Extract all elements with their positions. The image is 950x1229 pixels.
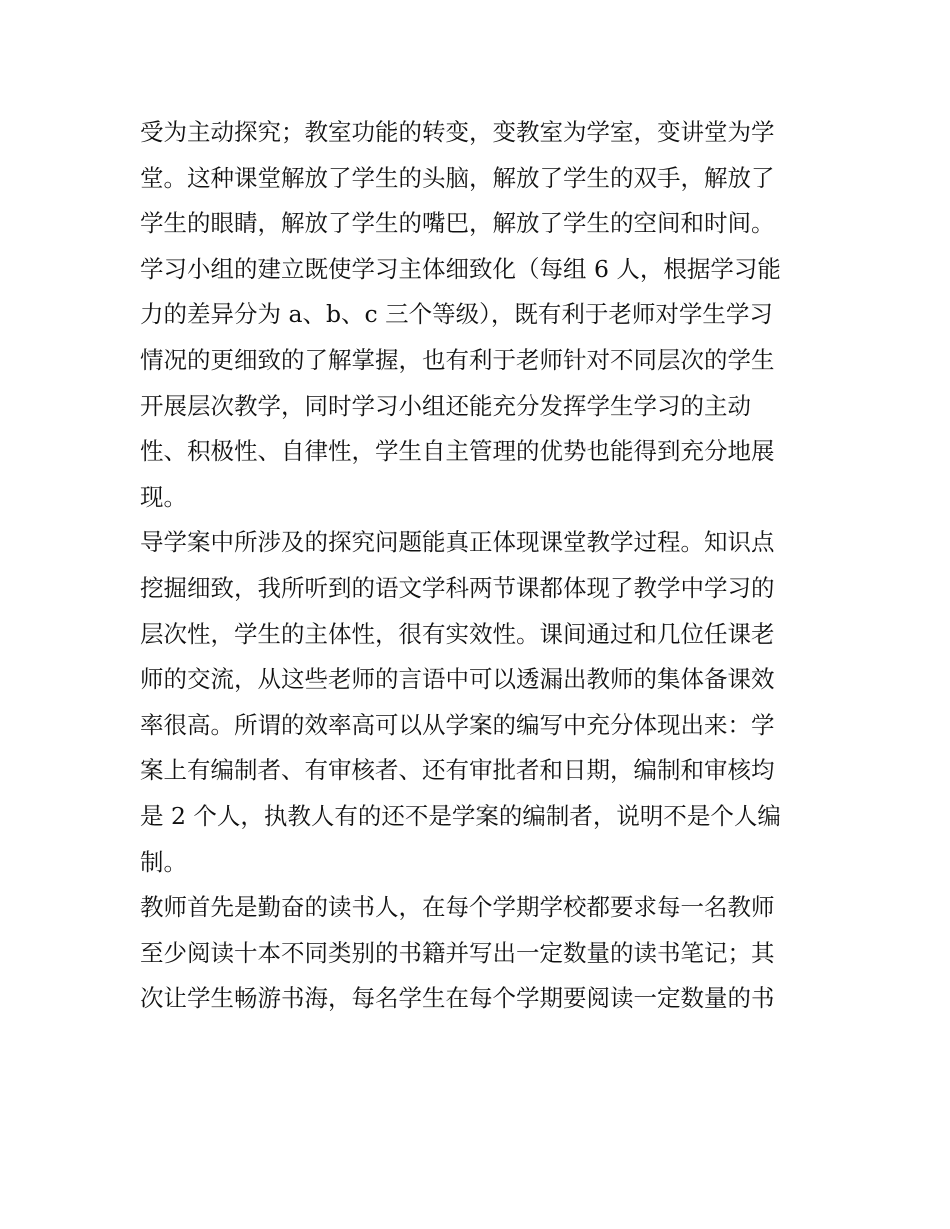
text-line-9: 现。 [140, 482, 187, 511]
text-line-1: 受为主动探究；教室功能的转变，变教室为学室，变讲堂为学 [140, 118, 775, 146]
text-line-3: 学生的眼睛，解放了学生的嘴巴，解放了学生的空间和时间。 [140, 209, 775, 238]
text-line-14: 率很高。所谓的效率高可以从学案的编写中充分体现出来：学 [140, 710, 775, 739]
text-line-20: 次让学生畅游书海，每名学生在每个学期要阅读一定数量的书 [140, 984, 775, 1013]
text-line-4: 学习小组的建立既使学习主体细致化（每组 6 人，根据学习能 [140, 254, 781, 283]
text-line-19: 至少阅读十本不同类别的书籍并写出一定数量的读书笔记；其 [140, 938, 775, 967]
text-line-10: 导学案中所涉及的探究问题能真正体现课堂教学过程。知识点 [140, 528, 775, 557]
text-line-5: 力的差异分为 a、b、c 三个等级），既有利于老师对学生学习 [140, 300, 773, 329]
document-body [140, 110, 812, 1022]
text-line-17: 制。 [140, 847, 187, 876]
text-line-2: 堂。这种课堂解放了学生的头脑，解放了学生的双手，解放了 [140, 163, 775, 192]
text-line-12: 层次性，学生的主体性，很有实效性。课间通过和几位任课老 [140, 619, 775, 648]
text-line-15: 案上有编制者、有审核者、还有审批者和日期，编制和审核均 [140, 756, 775, 785]
text-line-11: 挖掘细致，我所听到的语文学科两节课都体现了教学中学习的 [140, 573, 775, 602]
text-line-16: 是 2 个人，执教人有的还不是学案的编制者，说明不是个人编 [140, 801, 781, 830]
text-line-18: 教师首先是勤奋的读书人，在每个学期学校都要求每一名教师 [140, 893, 775, 922]
text-line-8: 性、积极性、自律性，学生自主管理的优势也能得到充分地展 [140, 437, 775, 466]
text-line-6: 情况的更细致的了解掌握，也有利于老师针对不同层次的学生 [140, 345, 775, 374]
text-line-13: 师的交流，从这些老师的言语中可以透漏出教师的集体备课效 [140, 665, 775, 694]
text-line-7: 开展层次教学，同时学习小组还能充分发挥学生学习的主动 [140, 391, 751, 420]
